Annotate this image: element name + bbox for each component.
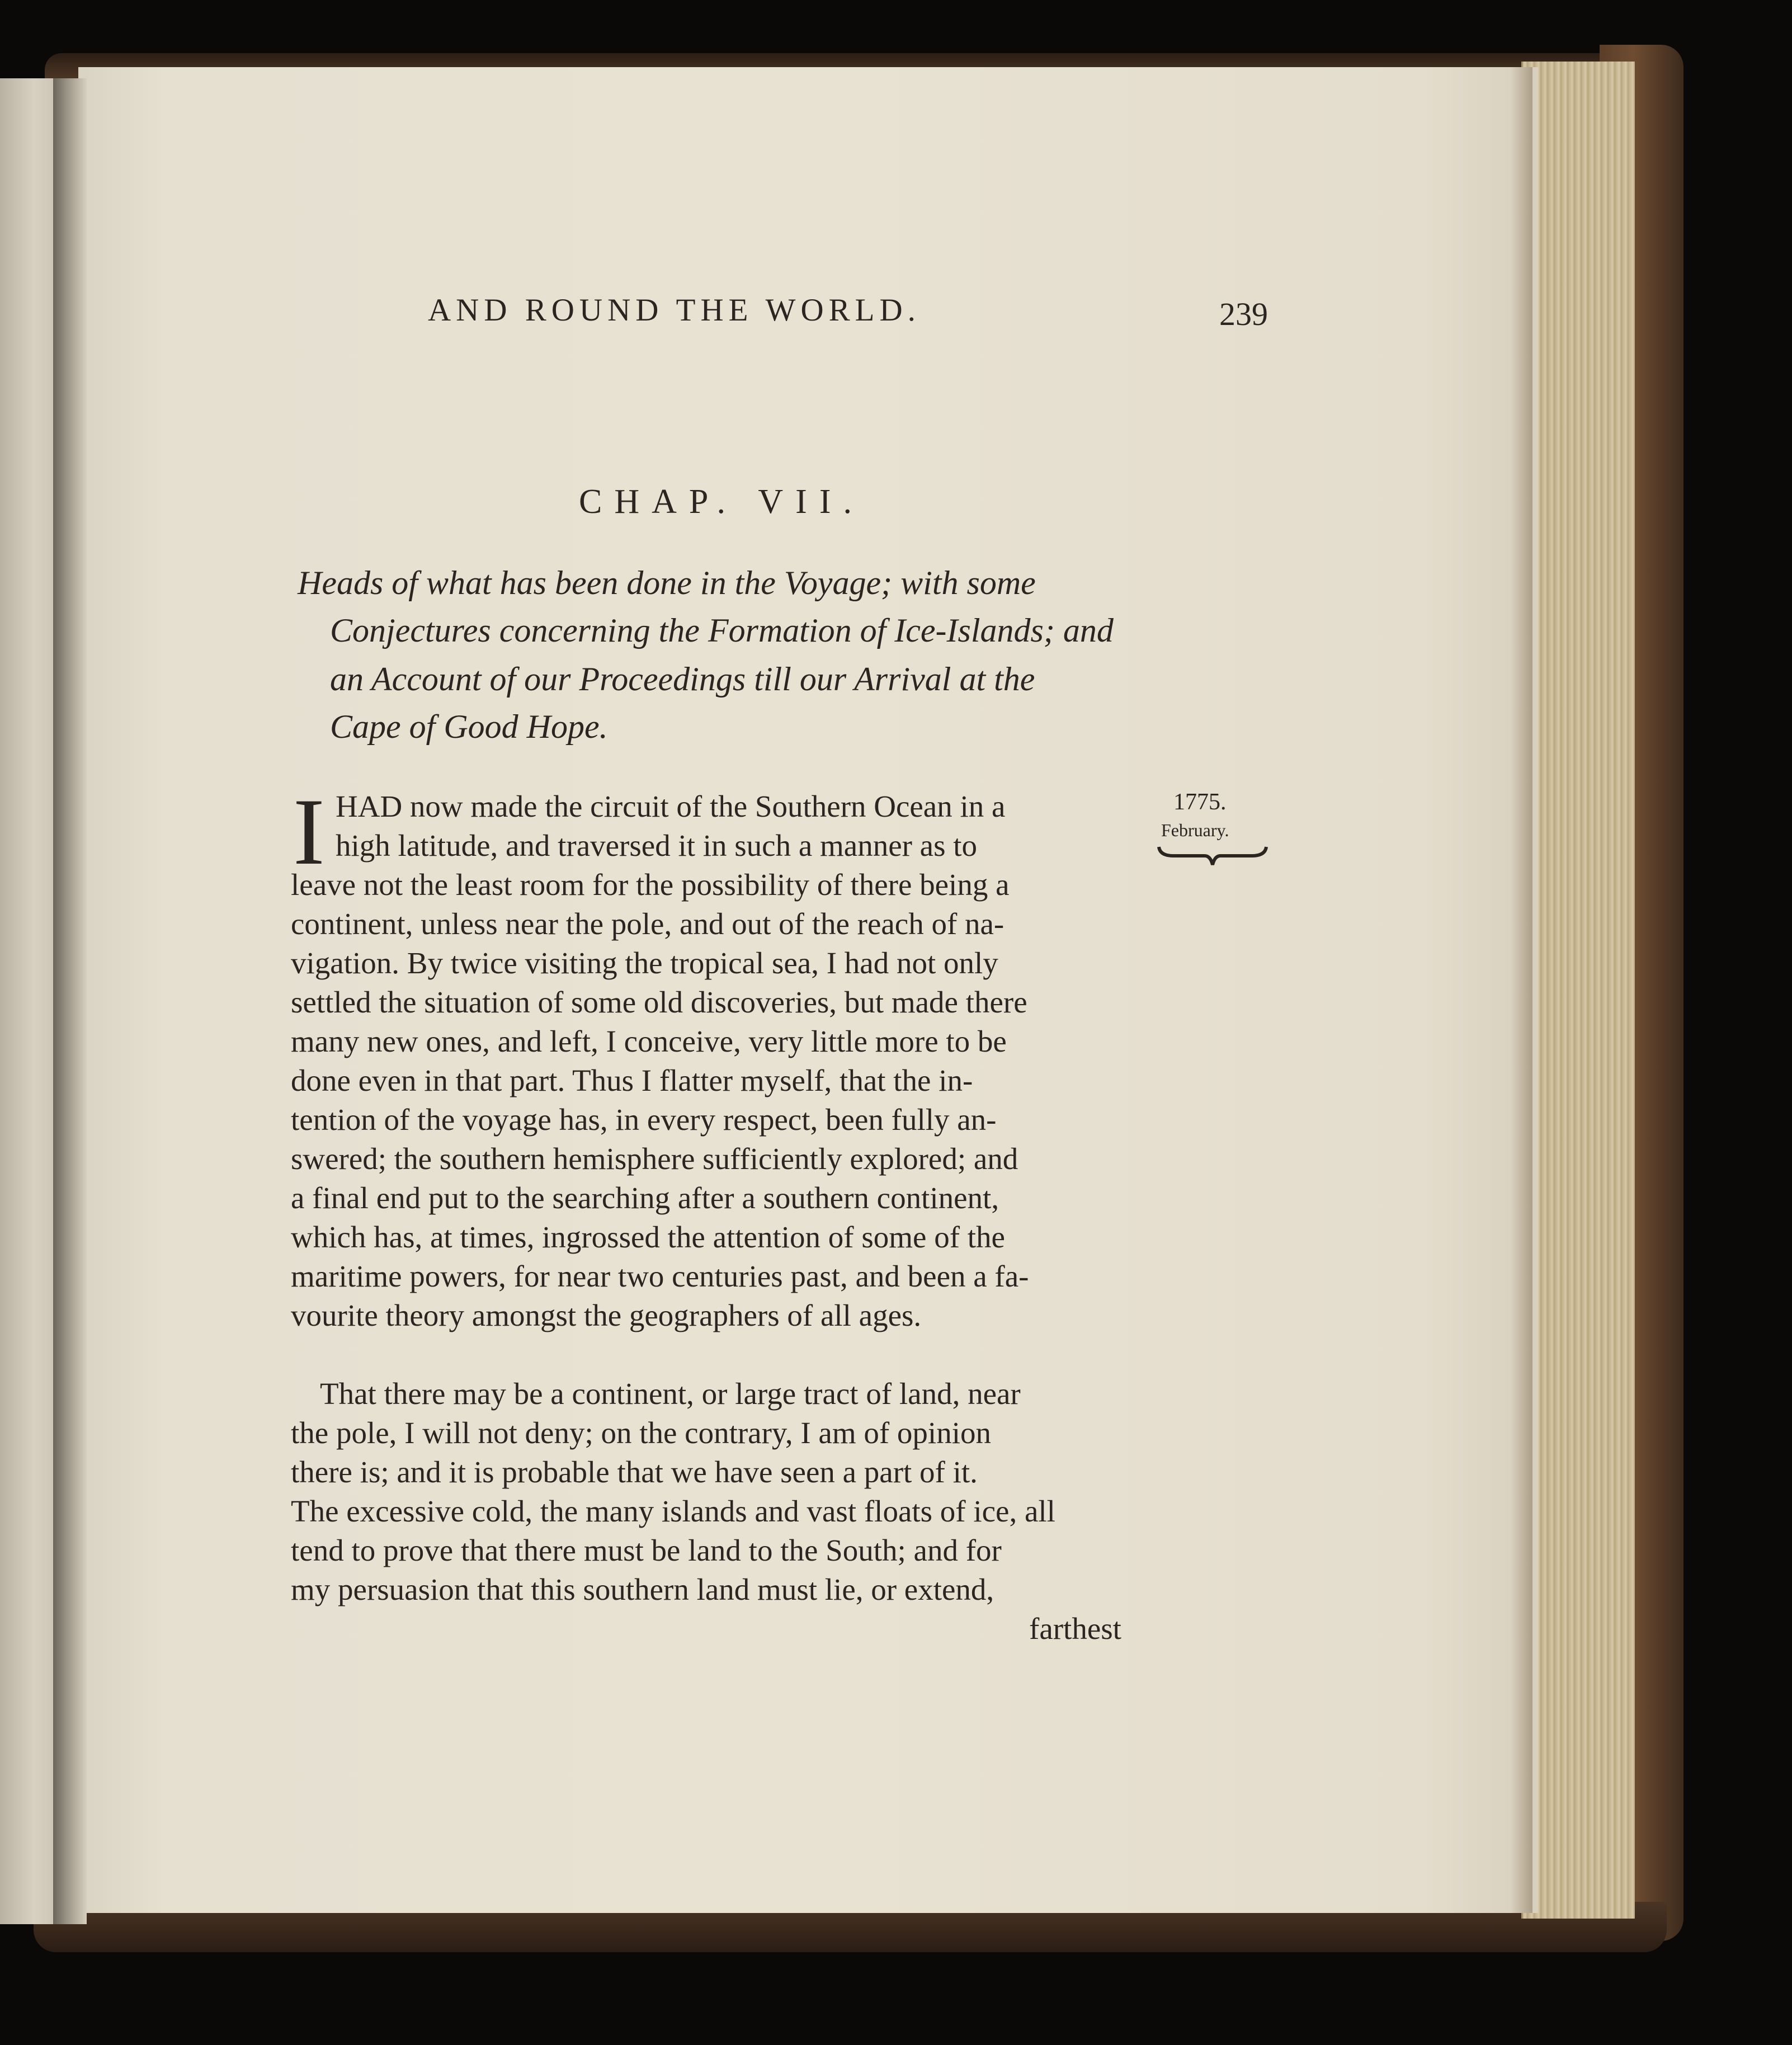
paragraph-line: vigation. By twice visiting the tropical sea, I had not only bbox=[291, 946, 998, 980]
margin-year: 1775. bbox=[1173, 789, 1227, 815]
paragraph-line: continent, unless near the pole, and out of the reach of na- bbox=[291, 907, 1005, 941]
paragraph-line: there is; and it is probable that we have seen a part of it. bbox=[291, 1455, 978, 1489]
paragraph-line: my persuasion that this southern land must lie, or extend, bbox=[291, 1572, 994, 1606]
page-number: 239 bbox=[1219, 296, 1268, 332]
left-page-edge bbox=[0, 78, 62, 1924]
page-edge-shadow bbox=[1510, 67, 1532, 1913]
paragraph-line: many new ones, and left, I conceive, very little more to be bbox=[291, 1024, 1007, 1058]
chapter-summary-line: Heads of what has been done in the Voyage; with some bbox=[298, 564, 1036, 601]
paragraph-line: leave not the least room for the possibility of there being a bbox=[291, 868, 1010, 902]
chapter-title: CHAP. VII. bbox=[579, 483, 864, 521]
paragraph-line: swered; the southern hemisphere sufficiently explored; and bbox=[291, 1142, 1018, 1176]
paragraph-line: a final end put to the searching after a southern continent, bbox=[291, 1181, 999, 1215]
paragraph-line: settled the situation of some old discoveries, but made there bbox=[291, 985, 1027, 1019]
paragraph-line: high latitude, and traversed it in such a manner as to bbox=[336, 828, 978, 863]
paragraph-line: tend to prove that there must be land to the South; and for bbox=[291, 1533, 1002, 1567]
catchword: farthest bbox=[1029, 1612, 1121, 1646]
paragraph-line: the pole, I will not deny; on the contrary, I am of opinion bbox=[291, 1416, 991, 1450]
page-fore-edge bbox=[1521, 62, 1635, 1919]
chapter-summary-line: Conjectures concerning the Formation of Ice-Islands; and bbox=[330, 612, 1114, 649]
chapter-summary-line: an Account of our Proceedings till our Arrival at the bbox=[330, 661, 1035, 698]
margin-brace-icon bbox=[1157, 844, 1268, 868]
book-gutter bbox=[53, 78, 87, 1924]
paragraph-line: which has, at times, ingrossed the attention of some of the bbox=[291, 1220, 1005, 1254]
paragraph-line: The excessive cold, the many islands and vast floats of ice, all bbox=[291, 1494, 1055, 1528]
margin-month: February. bbox=[1161, 820, 1229, 840]
paragraph-line: maritime powers, for near two centuries past, and been a fa- bbox=[291, 1259, 1029, 1293]
paragraph-line: done even in that part. Thus I flatter myself, that the in- bbox=[291, 1063, 973, 1097]
paragraph-line: HAD now made the circuit of the Southern Ocean in a bbox=[336, 789, 1006, 823]
paragraph-line: tention of the voyage has, in every respect, been fully an- bbox=[291, 1102, 997, 1137]
running-head: AND ROUND THE WORLD. bbox=[428, 293, 921, 328]
chapter-summary-line: Cape of Good Hope. bbox=[330, 708, 608, 745]
paragraph-line: vourite theory amongst the geographers of all ages. bbox=[291, 1298, 922, 1332]
drop-cap: I bbox=[293, 779, 325, 884]
paragraph-line: That there may be a continent, or large tract of land, near bbox=[320, 1377, 1021, 1411]
